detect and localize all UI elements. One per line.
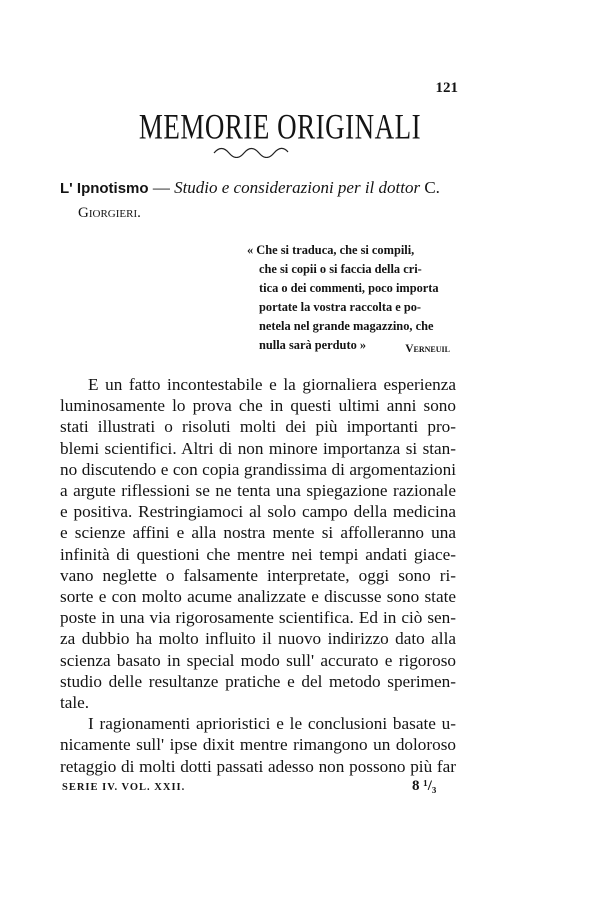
epigraph-line: netela nel grande magazzino, che [259, 319, 434, 333]
paragraph-line: e positiva. Restringiamoci al solo campo della medicina [60, 502, 456, 522]
author-surname: Giorgieri. [78, 205, 141, 221]
paragraph-line: blemi scientifici. Altri di non minore importanza si stan- [60, 438, 456, 458]
paragraph-line: nicamente sull' ipse dixit mentre rimangono un doloroso [60, 735, 456, 755]
signature-mark: 8 ¹/₃ [412, 778, 437, 794]
article-subject: L' Ipnotismo [60, 180, 149, 197]
epigraph-quote [247, 241, 459, 355]
page-number: 121 [435, 80, 458, 96]
section-heading: MEMORIE ORIGINALI [138, 106, 422, 147]
paragraph-line: I ragionamenti aprioristici e le conclusioni basate u- [88, 714, 456, 734]
epigraph-line: che si copii o si faccia della cri- [259, 262, 422, 276]
paragraph-line: vano neglette o falsamente interpretate, oggi sono ri- [60, 565, 456, 585]
paragraph-line: scienza basato in special modo sull' accurato e rigoroso [60, 650, 456, 670]
epigraph-line: portate la vostra raccolta e po- [259, 300, 422, 314]
author-initial: C. [420, 178, 440, 197]
paragraph-line: a argute riflessioni se ne tenta una spiegazione razionale [60, 481, 456, 501]
epigraph-line: nulla sarà perduto » [259, 338, 367, 352]
article-subtitle: Studio e considerazioni per il dottor [174, 178, 421, 197]
paragraph-line: no discutendo e con copia grandissima di argomentazioni [60, 459, 456, 479]
paragraph-line: infinità di questioni che mentre nei tempi andati giace- [60, 544, 456, 564]
ornament-wave-divider [212, 146, 290, 158]
series-volume-footer: SERIE IV. VOL. XXII. [62, 782, 186, 793]
paragraph-line: e scienze affini e alla nostra mente si affolleranno una [60, 523, 456, 543]
paragraph-line: za dubbio ha molto influito il nuovo indirizzo dato alla [60, 629, 456, 649]
paragraph-line: poste in una via rigorosamente scientifica. Ed in ciò sen- [60, 608, 456, 628]
paragraph-line: stati illustrati o risoluti molti dei più importanti pro- [60, 417, 456, 437]
title-dash: — [148, 178, 175, 197]
paragraph-line: sorte e con molto acume analizzate e discusse sono state [60, 587, 456, 607]
epigraph-line: « Che si traduca, che si compili, [247, 243, 415, 257]
article-title [60, 176, 460, 225]
paragraph-line: luminosamente lo prova che in questi ultimi anni sono [60, 396, 456, 416]
epigraph-author: Verneuil [405, 343, 450, 355]
paragraph-line: E un fatto incontestabile e la giornaliera esperienza [88, 375, 456, 394]
body-text [60, 374, 456, 777]
epigraph-line: tica o dei commenti, poco importa [259, 281, 439, 295]
paragraph-line: retaggio di molti dotti passati adesso non possono più far [60, 756, 456, 776]
paragraph-line: tale. [60, 693, 90, 713]
paragraph-line: studio delle resultanze pratiche e del metodo sperimen- [60, 671, 456, 691]
